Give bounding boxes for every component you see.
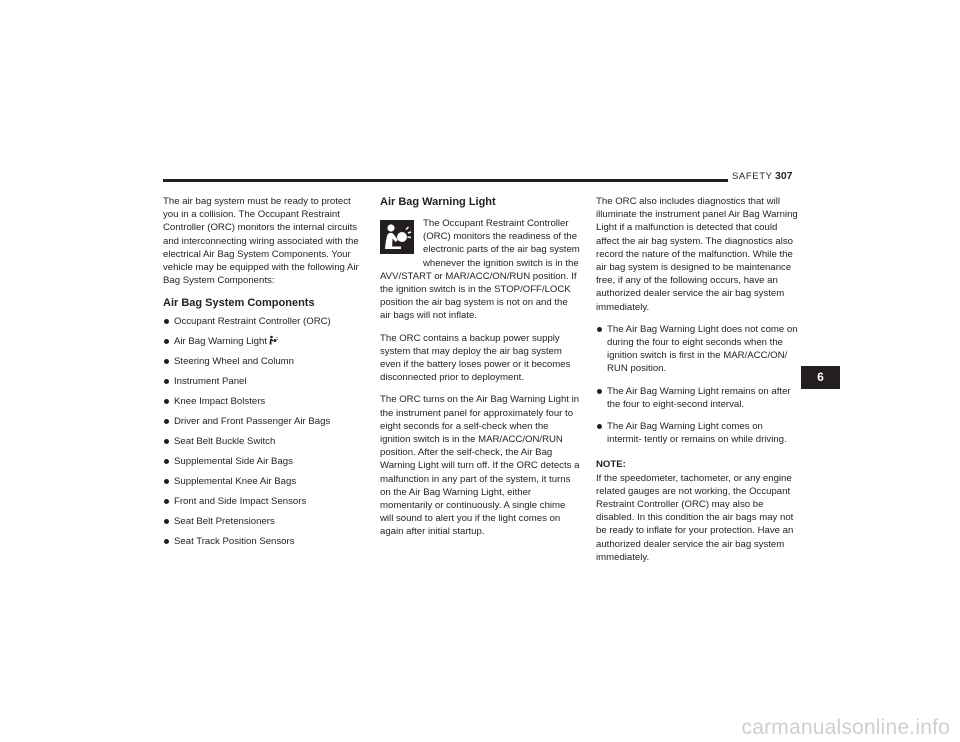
diagnostics-paragraph: The ORC also includes diagnostics that will illuminate the instrument panel Air Bag Warning Light if a malfunction is detected that could affect the air bag system. The diagnostics also record the nature of the malfunction. While the air bag system is designed to be maintenance free, if any of the following occurs, have an authorized dealer service the air bag system immediately.: [596, 196, 798, 313]
list-item: Front and Side Impact Sensors: [163, 495, 368, 508]
list-item: Steering Wheel and Column: [163, 355, 368, 368]
air-bag-warning-icon: [380, 220, 414, 254]
list-item: Seat Track Position Sensors: [163, 535, 368, 548]
column-right: [596, 195, 798, 573]
list-item: Seat Belt Pretensioners: [163, 515, 368, 528]
list-item: Supplemental Knee Air Bags: [163, 475, 368, 488]
warning-paragraph-1: The Occupant Restraint Controller (ORC) monitors the readiness of the electronic parts of the air bag system whenever the ignition switch is in the AVV/START or MAR/ACC/ON/RUN position. If the ignition switch is in the STOP/OFF/LOCK position the air bag system is not on and the air bags will not inflate.: [380, 218, 580, 322]
note-label: NOTE:: [596, 459, 626, 471]
list-item: Knee Impact Bolsters: [163, 395, 368, 408]
list-item: Driver and Front Passenger Air Bags: [163, 415, 368, 428]
list-item: Occupant Restraint Controller (ORC): [163, 315, 368, 328]
page-number: 307: [775, 170, 793, 182]
list-item: Air Bag Warning Light: [163, 335, 368, 348]
list-item: Instrument Panel: [163, 375, 368, 388]
list-item: Seat Belt Buckle Switch: [163, 435, 368, 448]
warning-light-heading: Air Bag Warning Light: [380, 196, 496, 208]
header-section-title: SAFETY: [732, 171, 773, 182]
components-heading: Air Bag System Components: [163, 297, 315, 310]
intro-paragraph: The air bag system must be ready to protect you in a collision. The Occupant Restraint Controller (ORC) monitors the internal circuits and interconnecting wiring associated with the electrical Air Bag System Components. Your vehicle may be equipped with the following Air Bag System Components:: [163, 196, 359, 287]
list-item: The Air Bag Warning Light remains on after the four to eight-second interval.: [596, 385, 798, 411]
air-bag-warning-icon: [268, 335, 278, 345]
conditions-list: [596, 323, 798, 447]
note-text: If the speedometer, tachometer, or any engine related gauges are not working, the Occupant Restraint Controller (ORC) may also be disabled. In this condition the air bags may not be ready to inflate for your protection. Have an authorized dealer service the air bag system immediately.: [596, 472, 794, 563]
column-left: [163, 195, 368, 555]
components-list: [163, 315, 368, 548]
chapter-tab: 6: [801, 366, 840, 389]
list-item: Supplemental Side Air Bags: [163, 455, 368, 468]
list-item: The Air Bag Warning Light does not come on during the four to eight seconds when the ignition switch is first in the MAR/ACC/ON/ RUN position.: [596, 323, 798, 376]
watermark: carmanualsonline.info: [741, 716, 950, 739]
warning-paragraph-3: The ORC turns on the Air Bag Warning Light in the instrument panel for approximately four to eight seconds for a self-check when the ignition switch is in the MAR/ACC/ON/RUN position. After the self-check, the Air Bag Warning Light will turn off. If the ORC detects a malfunction in any part of the system, it turns on the Air Bag Warning Light, either momentarily or continuously. A single chime will sound to alert you if the light comes on again after initial startup.: [380, 394, 580, 538]
list-item: The Air Bag Warning Light comes on intermit- tently or remains on while driving.: [596, 420, 798, 446]
column-middle: [380, 195, 580, 548]
warning-paragraph-2: The ORC contains a backup power supply system that may deploy the air bag system even if the battery loses power or it becomes disconnected prior to deployment.: [380, 332, 571, 384]
header-rule: [163, 179, 728, 182]
